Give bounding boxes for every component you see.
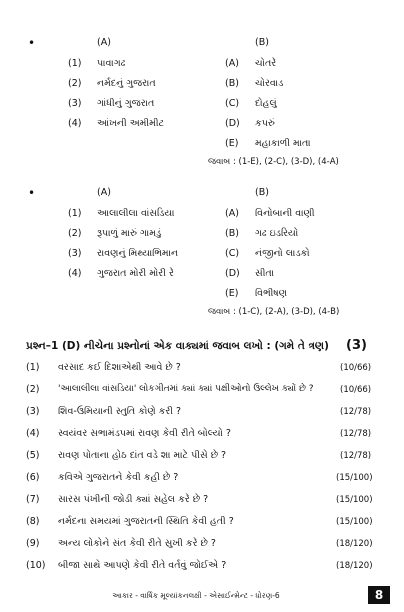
question-ref: (15/100): [336, 517, 373, 527]
question-text: શિવ-ઉમિયાની સ્તુતિ કોણે કરી ?: [58, 406, 182, 417]
question-number: (6): [26, 472, 40, 483]
question-number: (10): [26, 560, 46, 571]
match1-right-text: કપરું: [255, 118, 275, 129]
question-number: (7): [26, 494, 40, 505]
match1-right-text: ચોરવાડ: [255, 78, 284, 89]
match2-right-num: (D): [225, 268, 240, 279]
match1-left-text: પાવાગઢ: [97, 58, 126, 69]
section-marks: (3): [346, 338, 367, 353]
match2-right-text: ગઢ ઇડરિયો: [255, 228, 299, 239]
match1-left-text: નર્મદનું ગુજરાત: [97, 78, 156, 89]
match1-left-num: (2): [68, 78, 82, 89]
question-number: (3): [26, 406, 40, 417]
match2-left-text: આલાલીલા વાંસડિયા: [97, 208, 175, 219]
match1-right-text: મહાકાળી માતા: [255, 138, 311, 149]
match1-right-num: (D): [225, 118, 240, 129]
match1-right-num: (B): [225, 78, 239, 89]
column-a-header-1: (A): [97, 37, 111, 48]
section-heading: પ્રશ્ન–1 (D) નીચેના પ્રશ્નોનાં એક વાક્યમાં જવાબ લખો : (ગમે તે ત્રણ): [26, 340, 329, 352]
match2-left-text: ગુજરાત મોરી મોરી રે: [97, 268, 174, 279]
match1-left-num: (4): [68, 118, 82, 129]
match2-right-text: વિભીષણ: [255, 288, 287, 299]
question-ref: (12/78): [340, 407, 372, 417]
match1-right-num: (A): [225, 58, 239, 69]
question-text: નર્મદના સમયમાં ગુજરાતની સ્થિતિ કેવી હતી ?: [58, 516, 234, 527]
match1-right-text: ચોતરે: [255, 58, 277, 69]
question-number: (4): [26, 428, 40, 439]
match2-left-num: (3): [68, 248, 82, 259]
question-ref: (10/66): [340, 385, 372, 395]
match2-answer: જવાબ : (1-C), (2-A), (3-D), (4-B): [208, 307, 340, 317]
question-ref: (18/120): [336, 539, 373, 549]
question-number: (2): [26, 384, 40, 395]
column-b-header-2: (B): [255, 187, 269, 198]
column-b-header-1: (B): [255, 37, 269, 48]
question-ref: (12/78): [340, 429, 372, 439]
match2-right-num: (A): [225, 208, 239, 219]
question-ref: (15/100): [336, 495, 373, 505]
page-footer: [26, 588, 366, 604]
match1-right-num: (E): [225, 138, 239, 149]
footer-text: આકાર - વાર્ષિક મૂલ્યાંકનલક્ષી - એસાઈન્મેન્ટ - ધોરણ-6: [112, 591, 280, 600]
bullet-1: •: [28, 36, 36, 50]
page-number: 8: [374, 588, 384, 602]
match1-left-text: આંખની અમીમીટ: [97, 118, 165, 129]
match2-left-text: રાવણનું મિથ્યાભિમાન: [97, 248, 179, 259]
question-text: બીજા સાથે આપણે કેવી રીતે વર્તવું જોઈએ ?: [58, 560, 227, 571]
question-text: વરસાદ કઈ દિશાએથી આવે છે ?: [58, 362, 181, 373]
match1-left-text: ગાંધીનું ગુજરાત: [97, 98, 155, 109]
question-ref: (15/100): [336, 473, 373, 483]
question-ref: (12/78): [340, 451, 372, 461]
match2-right-text: સીતા: [255, 268, 275, 279]
match2-left-num: (2): [68, 228, 82, 239]
question-number: (8): [26, 516, 40, 527]
question-number: (9): [26, 538, 40, 549]
match1-left-num: (1): [68, 58, 82, 69]
question-number: (1): [26, 362, 40, 373]
question-text: 'આલાલીલા વાંસડિયા' લોકગીતમાં ક્યાં ક્યાં પક્ષીઓનો ઉલ્લેખ ક્યોં છે ?: [58, 384, 314, 394]
question-text: કવિએ ગુજરાતને કેવી કહી છે ?: [58, 472, 179, 483]
question-ref: (18/120): [336, 561, 373, 571]
question-text: રાવણ પોતાના હોઠ દાંત વડે શા માટે પીસે છે ?: [58, 450, 227, 461]
match2-right-text: વિનોબાની વાણી: [255, 208, 315, 219]
match2-right-num: (B): [225, 228, 239, 239]
match2-right-text: નંજીનો લાડકો: [255, 248, 310, 259]
match1-left-num: (3): [68, 98, 82, 109]
question-ref: (10/66): [340, 363, 372, 373]
match2-left-text: રૂપાળું મારું ગામડું: [97, 228, 162, 239]
question-text: સારસ પંખીની જોડી ક્યાં સહેલ કરે છે ?: [58, 494, 209, 505]
bullet-2: •: [28, 186, 36, 200]
question-number: (5): [26, 450, 40, 461]
page-number-badge: [368, 586, 390, 604]
question-text: અન્ય લોકોને સંત કેવી રીતે સુખી કરે છે ?: [58, 538, 216, 549]
match1-right-text: દોહલું: [255, 98, 277, 109]
match2-right-num: (C): [225, 248, 240, 259]
match2-left-num: (1): [68, 208, 82, 219]
match2-left-num: (4): [68, 268, 82, 279]
match1-right-num: (C): [225, 98, 240, 109]
column-a-header-2: (A): [97, 187, 111, 198]
match1-answer: જવાબ : (1-E), (2-C), (3-D), (4-A): [208, 157, 339, 167]
match2-right-num: (E): [225, 288, 239, 299]
question-text: સ્વયંવર સભામંડપમાં રાવણ કેવી રીતે બોલ્યો ?: [58, 428, 231, 439]
